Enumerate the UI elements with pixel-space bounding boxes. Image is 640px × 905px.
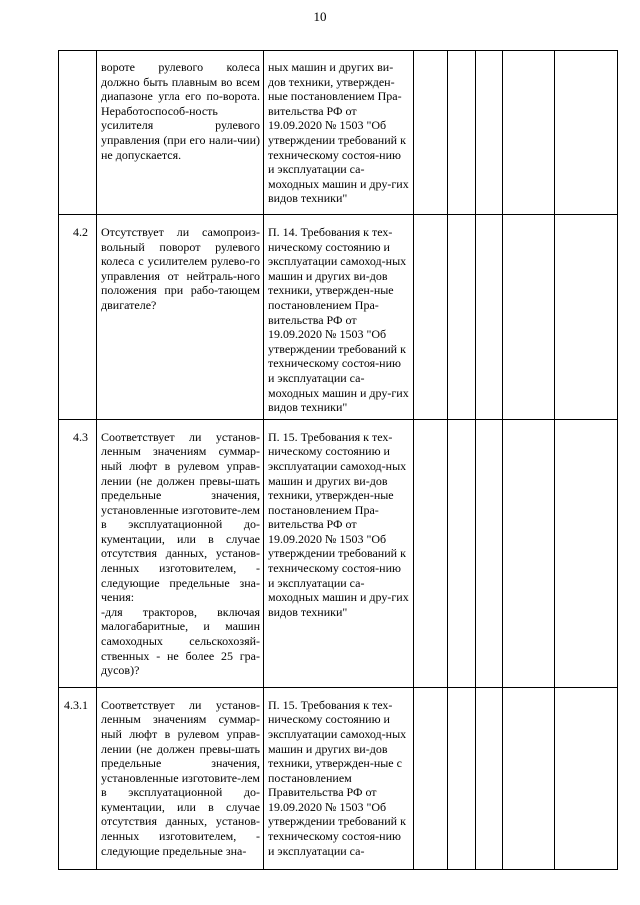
answer-cell bbox=[476, 215, 503, 420]
item-number bbox=[59, 51, 97, 215]
requirement-question: Соответствует ли установ-ленным значениям суммар-ный люфт в рулевом управ-лении (не должен превы-шать предельные значения, установленные изготовите-лем в эксплуатационной до-кументации, или в случае отсутствия данных, установ-ленных изготовителем, - следующие предельные зна- bbox=[97, 687, 264, 869]
item-number: 4.3 bbox=[59, 419, 97, 687]
item-number: 4.3.1 bbox=[59, 687, 97, 869]
answer-cell bbox=[448, 687, 476, 869]
answer-cell bbox=[448, 51, 476, 215]
note-cell bbox=[555, 51, 618, 215]
page-number: 10 bbox=[313, 9, 327, 24]
answer-cell bbox=[448, 215, 476, 420]
note-cell bbox=[555, 419, 618, 687]
legal-reference: П. 14. Требования к тех-ническому состоянию и эксплуатации самоход-ных машин и других ви-дов техники, утвержден-ные постановлением Пра-вительства РФ от 19.09.2020 № 1503 "Об утверждении требований к техническому состоя-нию и эксплуатации са-моходных машин и дру-гих видов техники" bbox=[264, 215, 414, 420]
requirement-question: Отсутствует ли самопроиз-вольный поворот рулевого колеса с усилителем рулево-го управления от нейтраль-ного положения при рабо-тающем двигателе? bbox=[97, 215, 264, 420]
requirement-question: Соответствует ли установ-ленным значениям суммар-ный люфт в рулевом управ-лении (не должен превы-шать предельные значения, установленные изготовите-лем в эксплуатационной до-кументации, или в случае отсутствия данных, установ-ленных изготовителем, - следующие предельные зна-чения: -для тракторов, включая малогабаритные, и машин самоходных сельскохозяй-ственных - не более 25 гра-дусов)? bbox=[97, 419, 264, 687]
answer-cell bbox=[414, 215, 448, 420]
answer-cell bbox=[476, 687, 503, 869]
legal-reference: ных машин и других ви-дов техники, утвержден-ные постановлением Пра-вительства РФ от 19.09.2020 № 1503 "Об утверждении требований к техническому состоя-нию и эксплуатации са-моходных машин и дру-гих видов техники" bbox=[264, 51, 414, 215]
requirement-question: вороте рулевого колеса должно быть плавным во всем диапазоне угла его по-ворота. Неработоспособ-ность усилителя рулевого управления (при его нали-чии) не допускается. bbox=[97, 51, 264, 215]
note-cell bbox=[555, 687, 618, 869]
answer-cell bbox=[503, 419, 555, 687]
table-row bbox=[59, 419, 618, 687]
checklist-table bbox=[58, 50, 618, 870]
legal-reference: П. 15. Требования к тех-ническому состоянию и эксплуатации самоход-ных машин и других ви-дов техники, утвержден-ные с постановлением Правительства РФ от 19.09.2020 № 1503 "Об утверждении требований к техническому состоя-нию и эксплуатации са- bbox=[264, 687, 414, 869]
legal-reference: П. 15. Требования к тех-ническому состоянию и эксплуатации самоход-ных машин и других ви-дов техники, утвержден-ные постановлением Пра-вительства РФ от 19.09.2020 № 1503 "Об утверждении требований к техническому состоя-нию и эксплуатации са-моходных машин и дру-гих видов техники" bbox=[264, 419, 414, 687]
table-row bbox=[59, 687, 618, 869]
answer-cell bbox=[503, 215, 555, 420]
answer-cell bbox=[448, 419, 476, 687]
item-number: 4.2 bbox=[59, 215, 97, 420]
answer-cell bbox=[414, 51, 448, 215]
table-row bbox=[59, 215, 618, 420]
answer-cell bbox=[503, 687, 555, 869]
answer-cell bbox=[414, 687, 448, 869]
note-cell bbox=[555, 215, 618, 420]
answer-cell bbox=[476, 51, 503, 215]
answer-cell bbox=[414, 419, 448, 687]
answer-cell bbox=[476, 419, 503, 687]
table-row bbox=[59, 51, 618, 215]
answer-cell bbox=[503, 51, 555, 215]
